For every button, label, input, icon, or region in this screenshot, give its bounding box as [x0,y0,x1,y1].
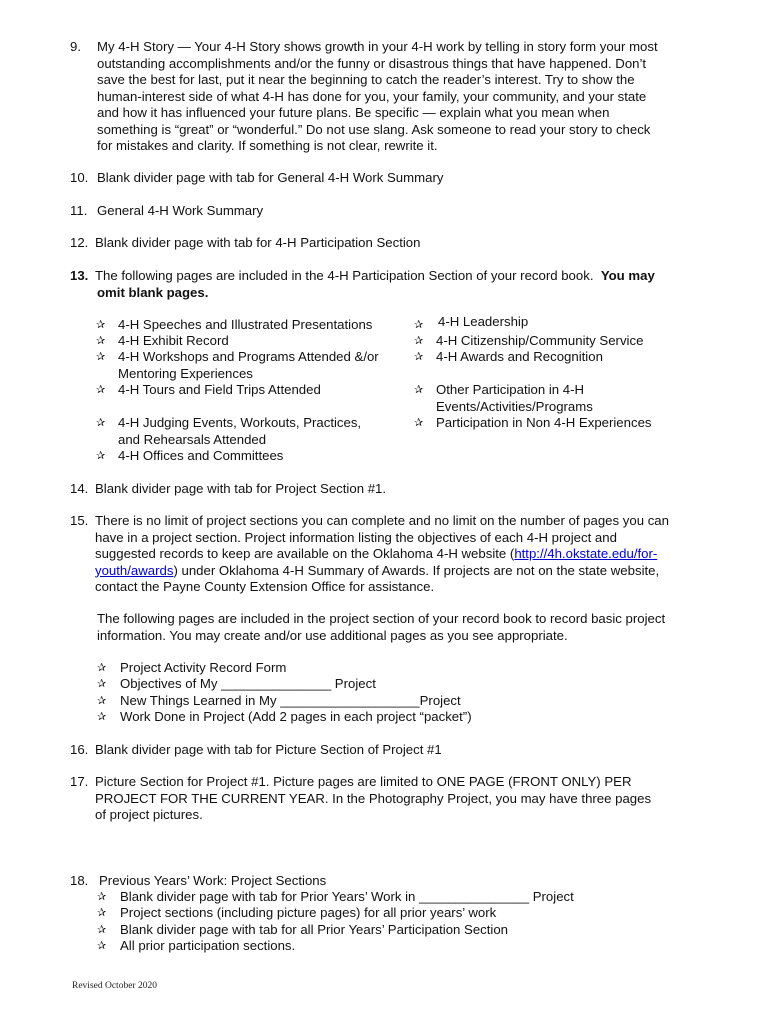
project-section-intro [97,611,665,644]
text-line: for mistakes and clarity. If something is not clear, rewrite it. [97,138,438,153]
star-bullet-icon: ✰ [97,907,107,919]
text-span: ) under Oklahoma 4-H Summary of Awards. If projects are not on the state website, [173,562,660,578]
text-line: The following pages are included in the project section of your record book to record basic project [97,611,666,626]
list-item-label: 4-H Speeches and Illustrated Presentations [118,317,373,332]
text-line: There is no limit of project sections you can complete and no limit on the number of pages you can [95,513,669,528]
item-number: 17. [70,774,89,789]
list-item-label: Blank divider page with tab for all Prior Years’ Participation Section [120,922,509,937]
item-15-text [95,513,669,596]
star-bullet-icon: ✰ [97,891,107,903]
star-bullet-icon: ✰ [96,319,106,331]
item-number: 13. [70,268,89,283]
item-number: 10. [70,170,89,185]
item-14-text: Blank divider page with tab for Project Section #1. [95,481,387,496]
star-bullet-icon: ✰ [414,417,424,429]
item-number: 15. [70,513,89,528]
list-item-label: Objectives of My _______________ Project [120,676,376,691]
text-line: My 4-H Story — Your 4-H Story shows growth in your 4-H work by telling in story form your most [97,39,658,54]
list-item-label: Project sections (including picture pages) for all prior years’ work [120,905,497,920]
star-bullet-icon: ✰ [97,678,107,690]
item-number: 9. [70,39,81,54]
star-bullet-icon: ✰ [96,384,106,396]
text-line [95,268,655,285]
list-item-label: 4-H Awards and Recognition [436,349,603,364]
list-item-label: 4-H Citizenship/Community Service [436,333,644,348]
text-line: 4-H Judging Events, Workouts, Practices, [118,415,362,430]
item-18-text: Previous Years’ Work: Project Sections [99,873,327,888]
item-9-text [97,39,658,155]
list-item-label: 4-H Offices and Committees [118,448,284,463]
text-span: suggested records to keep are available on the Oklahoma 4-H website ( [95,546,515,561]
list-item-label: 4-H Exhibit Record [118,333,229,348]
text-line: Mentoring Experiences [118,365,253,381]
text-line: information. You may create and/or use additional pages as you see appropriate. [97,627,568,643]
text-line: of project pictures. [95,807,203,822]
text-line: save the best for last, put it near the beginning to catch the reader’s interest. Try to show the [97,72,635,87]
star-bullet-icon: ✰ [97,940,107,952]
text-line: outstanding accomplishments and/or the funny or disastrous things that have happened. Don’t [97,55,647,71]
item-11-text: General 4-H Work Summary [97,203,264,218]
text-line [95,563,669,580]
list-item-label: New Things Learned in My ___________________Project [120,693,461,708]
text-line [95,546,669,563]
item-10-text: Blank divider page with tab for General 4-H Work Summary [97,170,444,185]
star-bullet-icon: ✰ [414,335,424,347]
text-line: 4-H Workshops and Programs Attended &/or [118,349,379,364]
text-line: Picture Section for Project #1. Picture pages are limited to ONE PAGE (FRONT ONLY) PER [95,774,632,789]
item-number: 12. [70,235,89,250]
item-number: 16. [70,742,89,757]
star-bullet-icon: ✰ [414,384,424,396]
star-bullet-icon: ✰ [97,695,107,707]
text-line: and how it has influenced your future plans. Be specific — explain what you mean when [97,105,610,120]
list-item-label [118,349,379,382]
list-item-label: All prior participation sections. [120,938,296,953]
bold-text: You may [600,268,655,283]
list-item-label [436,382,593,415]
list-item-label: Participation in Non 4-H Experiences [436,415,652,430]
text-line: PROJECT FOR THE CURRENT YEAR. In the Photography Project, you may have three pages [95,790,652,806]
list-item-label: Project Activity Record Form [120,660,287,675]
item-number: 11. [70,203,88,218]
star-bullet-icon: ✰ [96,351,106,363]
website-link-continued[interactable]: youth/awards [95,562,174,578]
star-bullet-icon: ✰ [97,711,107,723]
text-line: something is “great” or “wonderful.” Do not use slang. Ask someone to read your story to check [97,121,651,137]
item-17-text [95,774,651,824]
star-bullet-icon: ✰ [414,319,424,331]
bold-text-line: omit blank pages. [97,284,209,300]
item-number: 14. [70,481,89,496]
text-span: The following pages are included in the 4-H Participation Section of your record book. [95,268,594,283]
star-bullet-icon: ✰ [414,351,424,363]
star-bullet-icon: ✰ [96,450,106,462]
text-line: have in a project section. Project information listing the objectives of each 4-H project and [95,529,617,545]
website-link[interactable]: http://4h.okstate.edu/for- [514,546,658,561]
text-line: human-interest side of what 4-H has done for you, your family, your community, and your state [97,88,647,104]
revision-footer: Revised October 2020 [72,981,157,991]
star-bullet-icon: ✰ [97,924,107,936]
text-line: contact the Payne County Extension Office for assistance. [95,579,435,594]
text-line: and Rehearsals Attended [118,431,267,447]
text-line: Events/Activities/Programs [436,398,593,414]
item-number: 18. [70,873,89,888]
list-item-label: Blank divider page with tab for Prior Years’ Work in _______________ Project [120,889,574,904]
item-13-text [95,268,655,301]
star-bullet-icon: ✰ [96,335,106,347]
star-bullet-icon: ✰ [96,417,106,429]
text-line: Other Participation in 4-H [436,382,585,397]
list-item-label: Work Done in Project (Add 2 pages in each project “packet”) [120,709,472,724]
list-item-label: 4-H Leadership [438,314,529,329]
item-16-text: Blank divider page with tab for Picture Section of Project #1 [95,742,442,757]
list-item-label: 4-H Tours and Field Trips Attended [118,382,321,397]
star-bullet-icon: ✰ [97,662,107,674]
list-item-label [118,415,361,448]
item-12-text: Blank divider page with tab for 4-H Participation Section [95,235,421,250]
